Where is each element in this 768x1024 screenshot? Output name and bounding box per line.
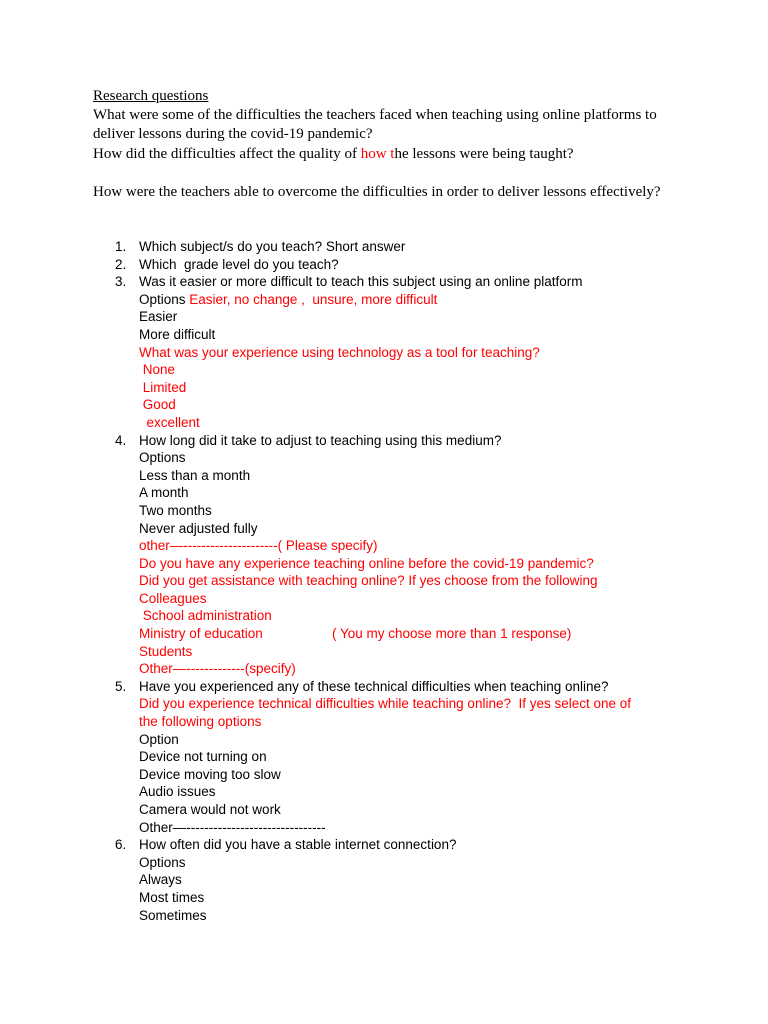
tech-experience-question: What was your experience using technology as a tool for teaching? — [139, 344, 540, 360]
option-text: Less than a month — [139, 467, 251, 483]
option-text: School administration — [139, 608, 272, 624]
multiple-response-note: ( You my choose more than 1 response) — [332, 626, 572, 642]
option-text: Options — [139, 854, 186, 870]
list-item: 3. Was it easier or more difficult to teach this subject using an online platform — [115, 274, 583, 290]
option-text: Sometimes — [139, 907, 207, 923]
option-text: Always — [139, 872, 182, 888]
option-text: More difficult — [139, 326, 216, 342]
option-text: Other—-------------(specify) — [139, 661, 296, 677]
option-text: Camera would not work — [139, 802, 281, 817]
option-text: None — [139, 362, 176, 378]
assistance-question: Did you get assistance with teaching online? If yes choose from the following — [139, 573, 598, 589]
option-text: Ministry of education ( You my choose more than 1 response) — [139, 626, 572, 642]
list-item: 1. Which subject/s do you teach? Short answer — [115, 239, 406, 254]
list-item: 2. Which grade level do you teach? — [115, 256, 339, 272]
research-question-1: What were some of the difficulties the teachers faced when teaching using online platforms to deliver lessons during the covid-19 pandemic? — [93, 107, 657, 142]
technical-difficulties-question: Did you experience technical difficulties while teaching online? If yes select one of — [139, 696, 632, 712]
option-text: Options — [139, 450, 186, 466]
prior-experience-question: Do you have any experience teaching online before the covid-19 pandemic? — [139, 555, 594, 571]
research-question-2: How did the difficulties affect the quality of how the lessons were being taught? — [93, 146, 574, 162]
option-text: Two months — [139, 502, 212, 518]
survey-question-list — [0, 238, 768, 924]
list-item: 4. How long did it take to adjust to teaching using this medium? — [115, 432, 502, 448]
list-item: 5. Have you experienced any of these technical difficulties when teaching online? — [115, 678, 609, 694]
research-question-3: How were the teachers able to overcome the difficulties in order to deliver lessons effectively? — [93, 184, 661, 200]
option-text: Audio issues — [139, 784, 216, 800]
option-text: Easier — [139, 309, 178, 325]
research-questions-heading: Research questions — [93, 88, 209, 104]
option-text: Option — [139, 731, 179, 747]
technical-difficulties-question-cont: the following options — [139, 714, 262, 730]
option-text: excellent — [139, 414, 200, 430]
option-text: A month — [139, 485, 189, 501]
option-text: Other—------------------------------- — [139, 819, 326, 835]
option-text: Never adjusted fully — [139, 520, 258, 536]
q3-options-line: Options Easier, no change , unsure, more difficult — [139, 291, 438, 307]
option-text: Limited — [139, 379, 187, 395]
list-item: 6. How often did you have a stable internet connection? — [115, 837, 457, 853]
option-text: Device moving too slow — [139, 766, 281, 782]
option-text: Good — [139, 397, 176, 413]
option-text: Most times — [139, 889, 205, 905]
option-text: Device not turning on — [139, 749, 267, 765]
option-text: Students — [139, 643, 193, 659]
option-text: Colleagues — [139, 590, 207, 606]
option-text: other—---------------------( Please specify) — [139, 538, 378, 554]
